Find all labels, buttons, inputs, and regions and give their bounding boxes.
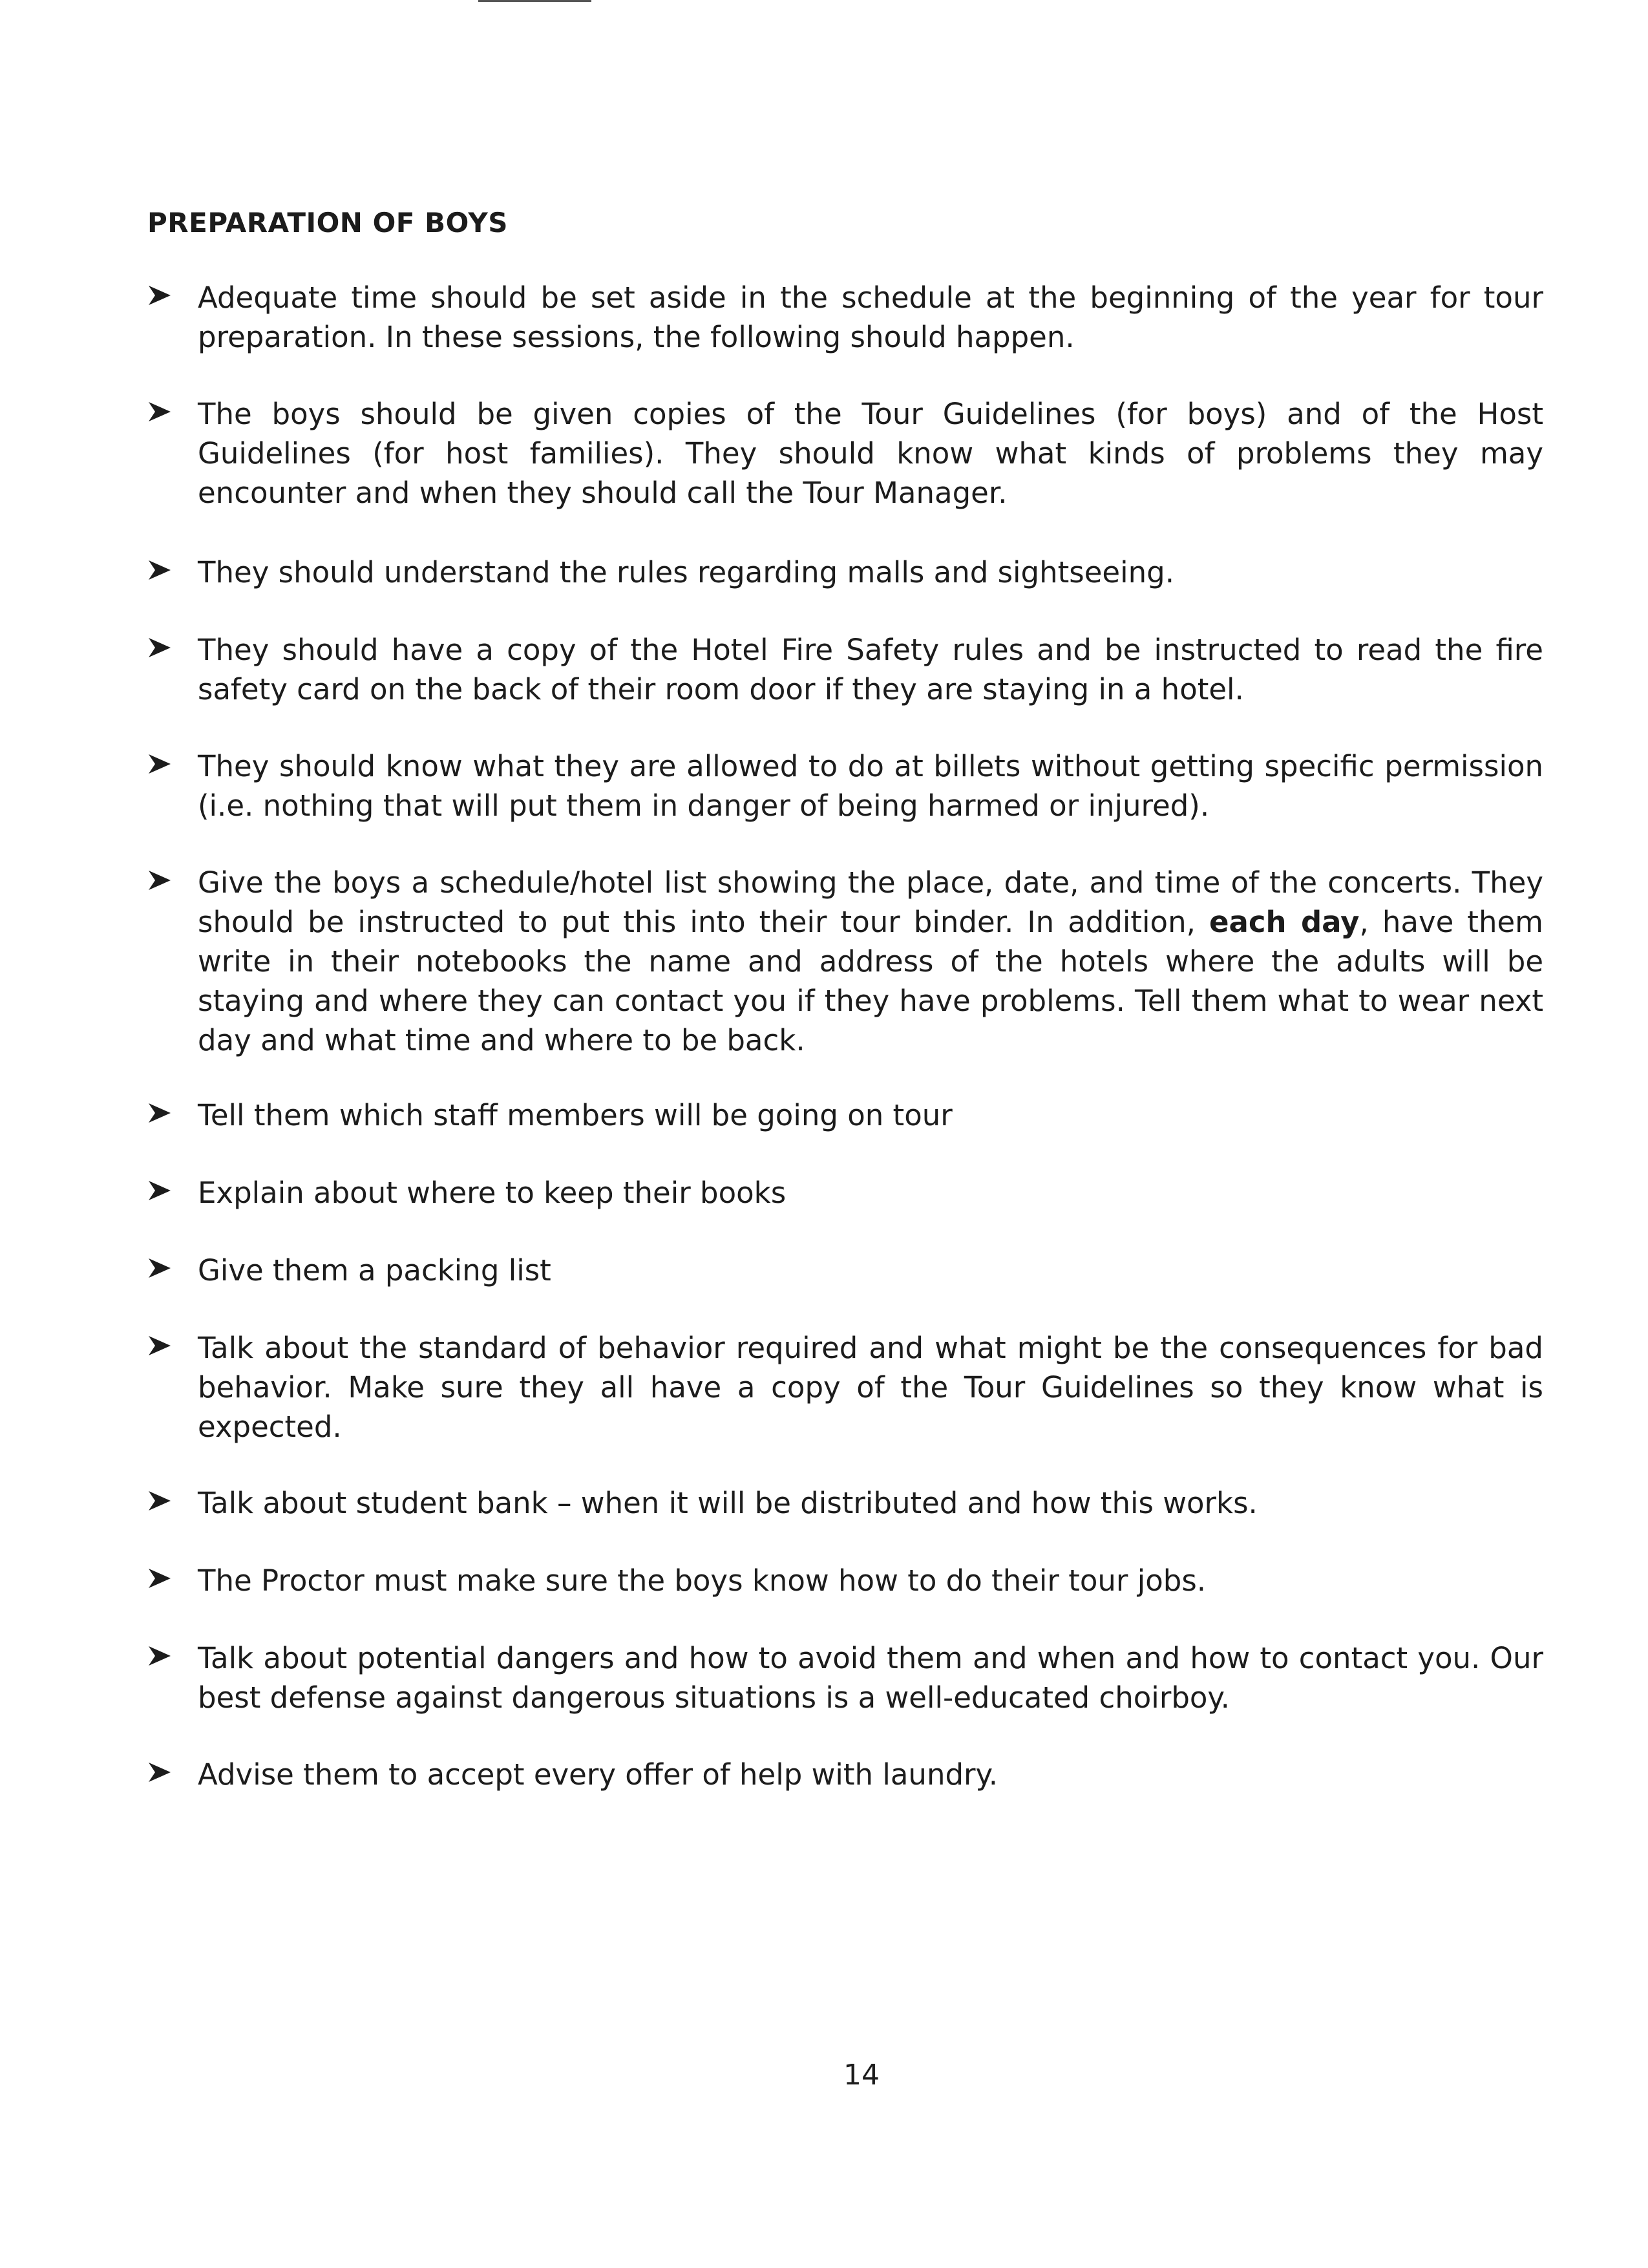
list-item-text: They should understand the rules regarding malls and sightseeing. (198, 555, 1174, 589)
section-heading: PREPARATION OF BOYS (147, 207, 508, 238)
list-item-text: Adequate time should be set aside in the schedule at the beginning of the year for tour preparation. In these sessions, the following should happen. (198, 281, 1543, 354)
list-item-text (198, 863, 1543, 1060)
list-item-text: The Proctor must make sure the boys know how to do their tour jobs. (198, 1563, 1207, 1598)
list-item-text: Explain about where to keep their books (198, 1176, 787, 1210)
arrowhead-bullet-icon (147, 1257, 173, 1279)
arrowhead-bullet-icon (147, 401, 173, 423)
arrowhead-bullet-icon (147, 1645, 173, 1667)
arrowhead-bullet-icon (147, 753, 173, 775)
arrowhead-bullet-icon (147, 1490, 173, 1512)
list-item-text: Give them a packing list (198, 1253, 551, 1288)
top-rule (478, 0, 591, 2)
arrowhead-bullet-icon (147, 869, 173, 891)
list-item-text-part: Give the boys a schedule/hotel list showing the place, date, and time of the concerts. They should be instructed to put this into their tour binder. In addition, (198, 865, 1543, 939)
arrowhead-bullet-icon (147, 1180, 173, 1202)
arrowhead-bullet-icon (147, 1335, 173, 1357)
arrowhead-bullet-icon (147, 637, 173, 659)
list-item-text: The boys should be given copies of the Tour Guidelines (for boys) and of the Host Guidelines (for host families). They should know what kinds of problems they may encounter and when they should call the Tour Manager. (198, 397, 1543, 510)
arrowhead-bullet-icon (147, 1567, 173, 1589)
list-item-text: Tell them which staff members will be going on tour (198, 1098, 953, 1132)
arrowhead-bullet-icon (147, 1102, 173, 1124)
list-item-text-part: , have them write in their notebooks the name and address of the hotels where the adults will be staying and where they can contact you if they have problems. Tell them what to wear next day and what time and where to be back. (198, 905, 1543, 1057)
emphasis-each-day: each day (1209, 905, 1360, 939)
list-item-text: Advise them to accept every offer of help with laundry. (198, 1757, 998, 1792)
page-number: 14 (843, 2059, 880, 2092)
list-item-text: Talk about potential dangers and how to avoid them and when and how to contact you. Our best defense against dangerous situations is a well-educated choirboy. (198, 1641, 1543, 1715)
arrowhead-bullet-icon (147, 284, 173, 306)
list-item-text: They should know what they are allowed to do at billets without getting specific permission (i.e. nothing that will put them in danger of being harmed or injured). (198, 749, 1543, 823)
list-item-text: Talk about student bank – when it will be distributed and how this works. (198, 1486, 1258, 1520)
list-item-text: They should have a copy of the Hotel Fire Safety rules and be instructed to read the fire safety card on the back of their room door if they are staying in a hotel. (198, 633, 1543, 706)
arrowhead-bullet-icon (147, 559, 173, 581)
list-item-text: Talk about the standard of behavior required and what might be the consequences for bad behavior. Make sure they all have a copy of the Tour Guidelines so they know what is expected. (198, 1331, 1543, 1444)
arrowhead-bullet-icon (147, 1761, 173, 1783)
